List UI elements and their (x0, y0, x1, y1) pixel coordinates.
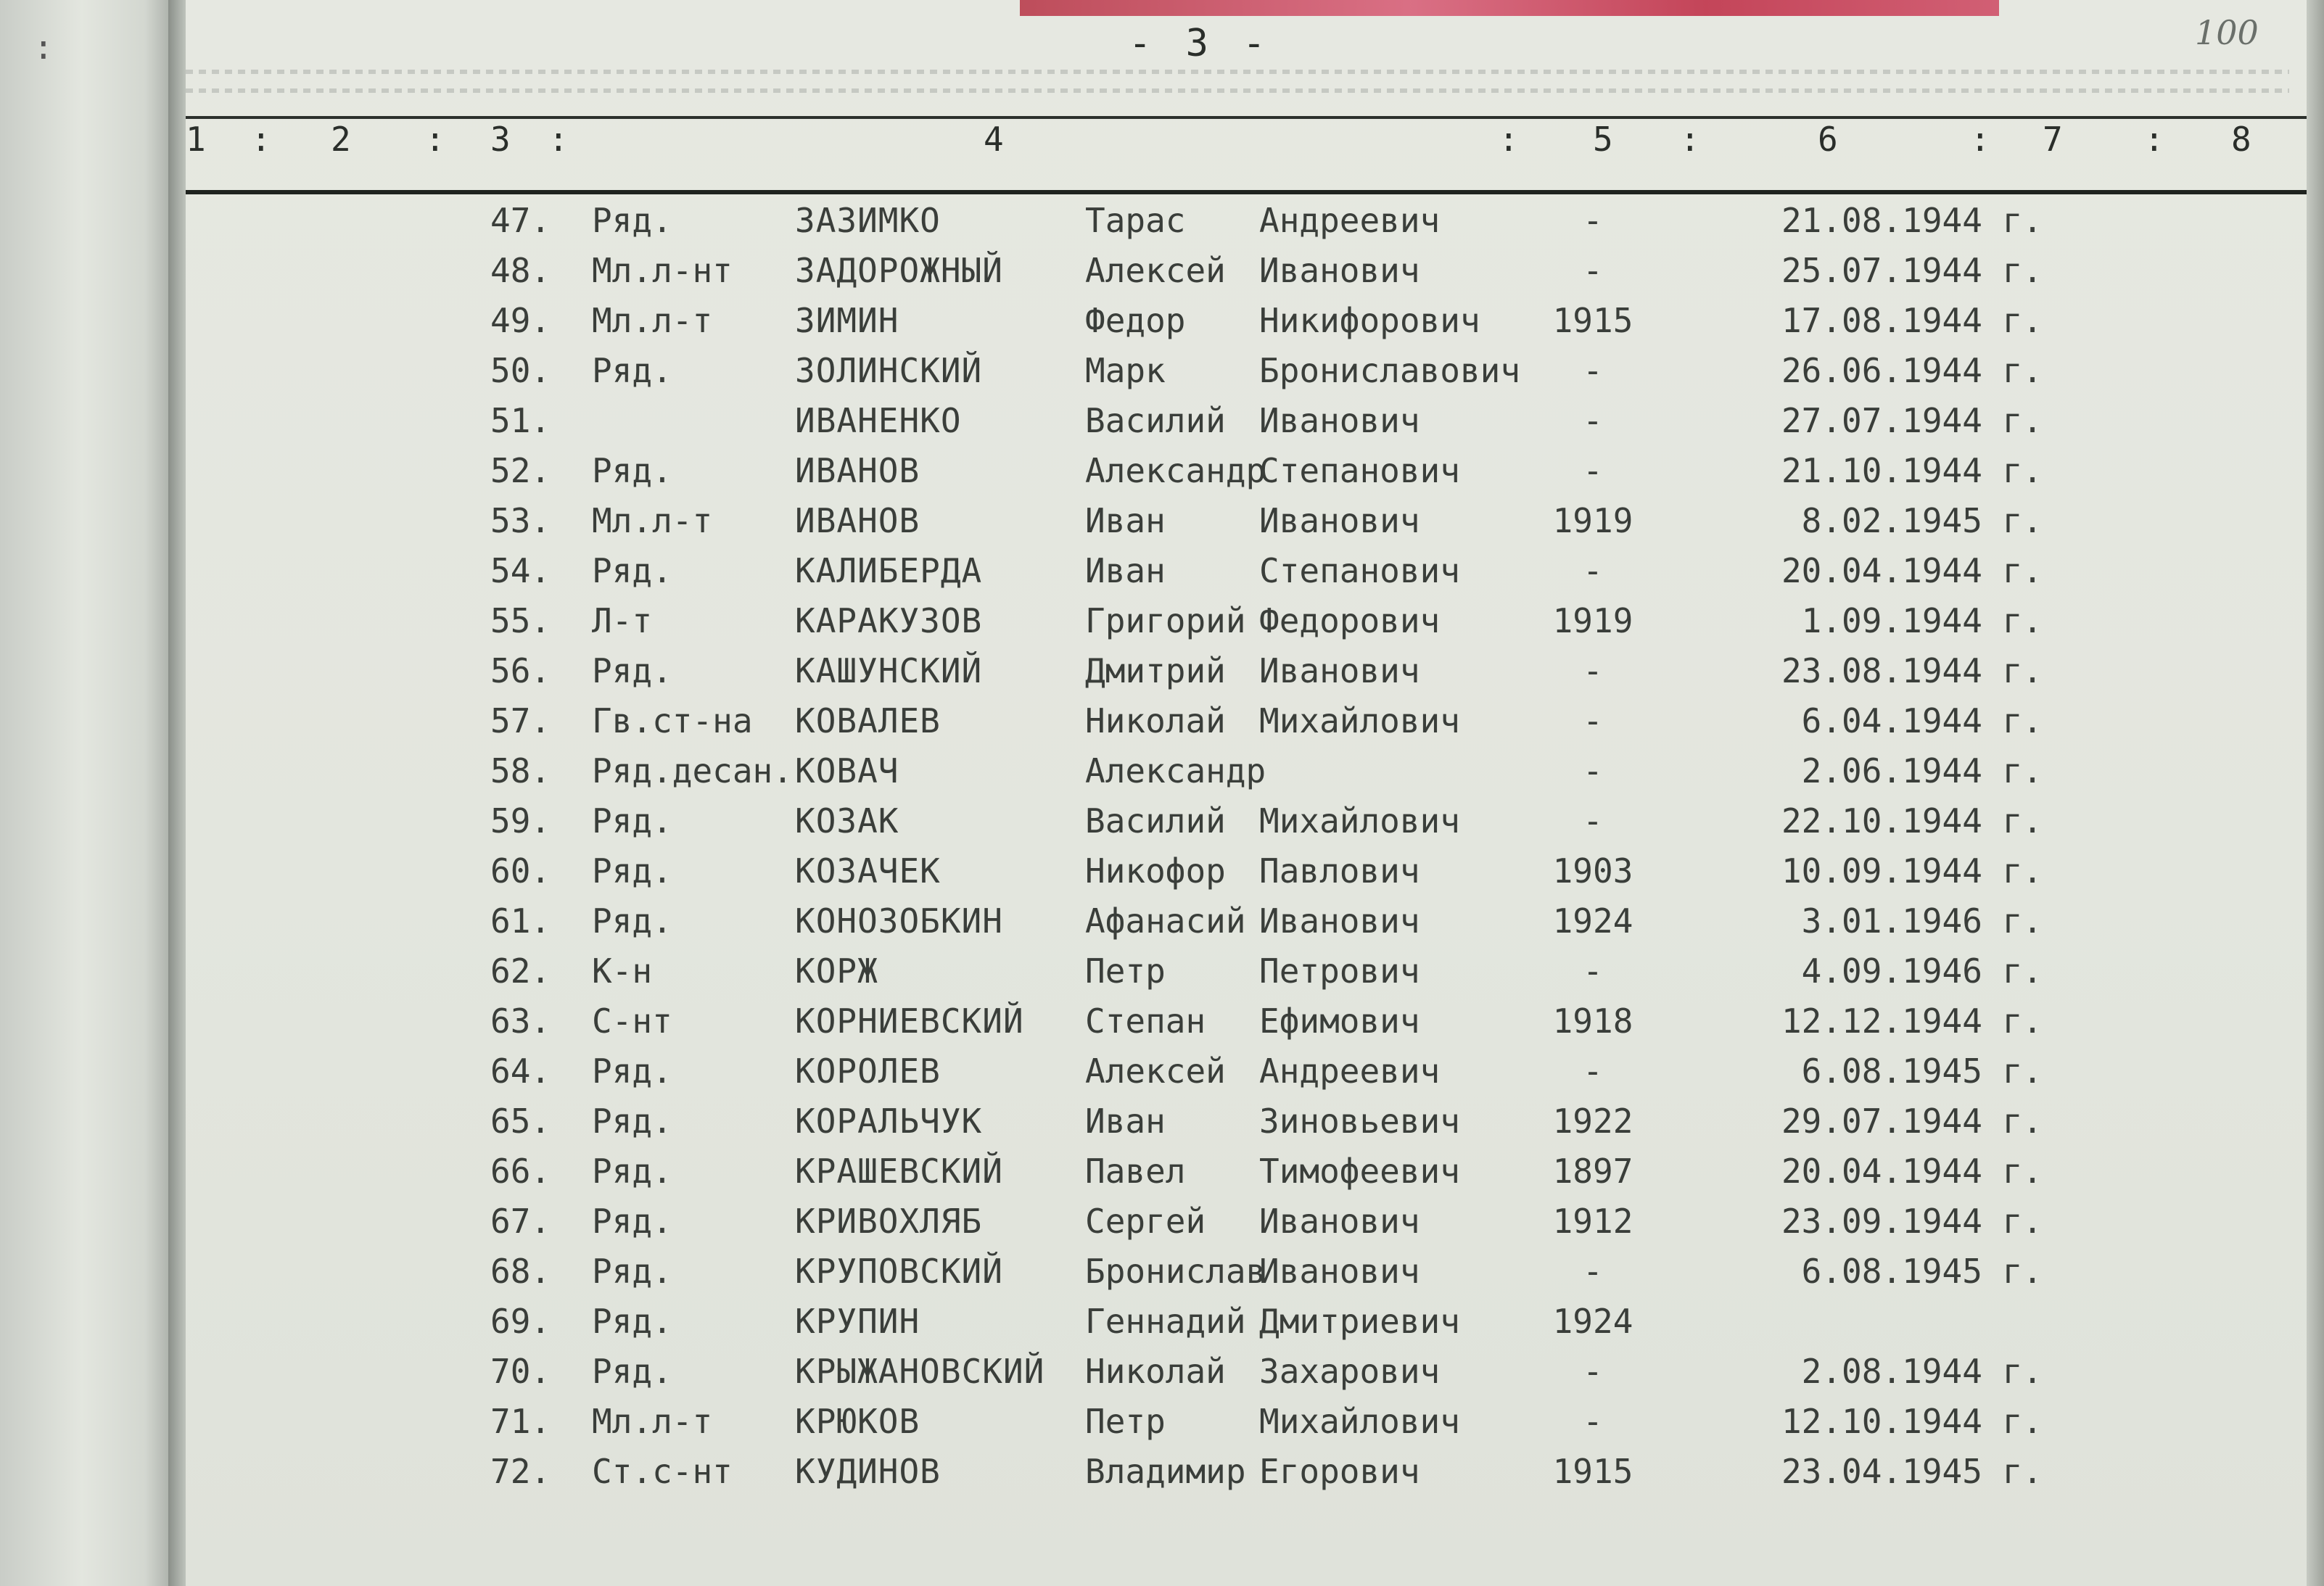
row-number: 69. (490, 1302, 551, 1341)
date: 6.08.1945 г. (1801, 1252, 2043, 1291)
first-name: Александр (1085, 451, 1266, 490)
birth-year: 1922 (1552, 1102, 1633, 1141)
rank: С-нт (592, 1001, 672, 1041)
date: 20.04.1944 г. (1781, 1152, 2043, 1191)
row-number: 53. (490, 501, 551, 540)
patronymic: Иванович (1259, 251, 1420, 290)
first-name: Иван (1085, 501, 1166, 540)
patronymic: Иванович (1259, 501, 1420, 540)
patronymic: Петрович (1259, 951, 1420, 991)
row-number: 55. (490, 601, 551, 640)
patronymic: Иванович (1259, 401, 1420, 440)
birth-year: - (1583, 401, 1603, 440)
date: 6.08.1945 г. (1801, 1052, 2043, 1091)
first-name: Василий (1085, 401, 1226, 440)
surname: КАШУНСКИЙ (795, 651, 983, 690)
rank: Ряд. (592, 1102, 672, 1141)
margin-mark: : (33, 28, 54, 67)
table-row (186, 846, 2318, 896)
date: 8.02.1945 г. (1801, 501, 2043, 540)
row-number: 68. (490, 1252, 551, 1291)
column-header: 8 (2231, 120, 2251, 159)
row-number: 47. (490, 201, 551, 240)
patronymic: Андреевич (1259, 1052, 1441, 1091)
table-row (186, 1147, 2318, 1197)
date: 21.10.1944 г. (1781, 451, 2043, 490)
birth-year: 1924 (1552, 901, 1633, 941)
patronymic: Никифорович (1259, 301, 1480, 340)
birth-year: 1897 (1552, 1152, 1633, 1191)
surname: ЗАЗИМКО (795, 201, 941, 240)
row-number: 67. (490, 1202, 551, 1241)
row-number: 62. (490, 951, 551, 991)
date: 26.06.1944 г. (1781, 351, 2043, 390)
date: 23.08.1944 г. (1781, 651, 2043, 690)
rank: Ряд. (592, 901, 672, 941)
surname: КУДИНОВ (795, 1452, 941, 1491)
birth-year: - (1583, 551, 1603, 590)
page-number: - 3 - (1129, 22, 1272, 65)
header-rule-top (186, 116, 2318, 119)
row-number: 64. (490, 1052, 551, 1091)
date: 2.06.1944 г. (1801, 751, 2043, 790)
date: 17.08.1944 г. (1781, 301, 2043, 340)
first-name: Петр (1085, 951, 1166, 991)
folio-number: 100 (2195, 13, 2259, 52)
surname: КОРЖ (795, 951, 878, 991)
row-number: 57. (490, 701, 551, 740)
bleed-through-line (186, 88, 2289, 93)
surname: КОРАЛЬЧУК (795, 1102, 983, 1141)
table-row (186, 346, 2318, 396)
birth-year: - (1583, 1352, 1603, 1391)
table-row (186, 1447, 2318, 1497)
surname: КАРАКУЗОВ (795, 601, 983, 640)
date: 3.01.1946 г. (1801, 901, 2043, 941)
birth-year: - (1583, 1402, 1603, 1441)
surname: КРЫЖАНОВСКИЙ (795, 1352, 1045, 1391)
facing-page (0, 0, 181, 1586)
surname: КОЗАК (795, 801, 899, 841)
table-row (186, 946, 2318, 996)
column-separator: : (1680, 120, 1700, 159)
birth-year: 1924 (1552, 1302, 1633, 1341)
row-number: 50. (490, 351, 551, 390)
birth-year: - (1583, 1052, 1603, 1091)
rank: Л-т (592, 601, 653, 640)
patronymic: Тимофеевич (1259, 1152, 1460, 1191)
first-name: Василий (1085, 801, 1226, 841)
date: 21.08.1944 г. (1781, 201, 2043, 240)
date: 23.04.1945 г. (1781, 1452, 2043, 1491)
rank: Ст.с-нт (592, 1452, 733, 1491)
table-row (186, 546, 2318, 596)
birth-year: - (1583, 251, 1603, 290)
rank: Ряд. (592, 1252, 672, 1291)
rank: Мл.л-т (592, 1402, 713, 1441)
rank: Мл.л-т (592, 501, 713, 540)
table-row (186, 446, 2318, 496)
date: 12.10.1944 г. (1781, 1402, 2043, 1441)
first-name: Алексей (1085, 251, 1226, 290)
date: 2.08.1944 г. (1801, 1352, 2043, 1391)
row-number: 71. (490, 1402, 551, 1441)
patronymic: Иванович (1259, 1252, 1420, 1291)
surname: КОРОЛЕВ (795, 1052, 941, 1091)
date: 10.09.1944 г. (1781, 851, 2043, 891)
patronymic: Иванович (1259, 651, 1420, 690)
table-row (186, 596, 2318, 646)
surname: КОЗАЧЕК (795, 851, 941, 891)
column-header: 1 (186, 120, 206, 159)
surname: КРИВОХЛЯБ (795, 1202, 983, 1241)
table-row (186, 396, 2318, 446)
rank: Ряд. (592, 1202, 672, 1241)
column-separator: : (425, 120, 445, 159)
patronymic: Иванович (1259, 1202, 1420, 1241)
table-row (186, 1046, 2318, 1096)
first-name: Алексей (1085, 1052, 1226, 1091)
table-row (186, 696, 2318, 746)
date: 27.07.1944 г. (1781, 401, 2043, 440)
rank: К-н (592, 951, 653, 991)
row-number: 72. (490, 1452, 551, 1491)
table-row (186, 1096, 2318, 1147)
rank: Ряд. (592, 1152, 672, 1191)
column-separator: : (2144, 120, 2164, 159)
patronymic: Степанович (1259, 551, 1460, 590)
column-header: 4 (984, 120, 1004, 159)
patronymic: Андреевич (1259, 201, 1441, 240)
surname: ЗАДОРОЖНЫЙ (795, 251, 1003, 290)
patronymic: Михайлович (1259, 1402, 1460, 1441)
column-separator: : (251, 120, 271, 159)
date: 22.10.1944 г. (1781, 801, 2043, 841)
table-row (186, 1297, 2318, 1347)
birth-year: - (1583, 651, 1603, 690)
column-header: 5 (1593, 120, 1613, 159)
date: 20.04.1944 г. (1781, 551, 2043, 590)
date: 12.12.1944 г. (1781, 1001, 2043, 1041)
surname: КРУПИН (795, 1302, 920, 1341)
bleed-through-line (186, 70, 2289, 74)
date: 29.07.1944 г. (1781, 1102, 2043, 1141)
row-number: 61. (490, 901, 551, 941)
row-number: 52. (490, 451, 551, 490)
column-header: 6 (1818, 120, 1838, 159)
first-name: Дмитрий (1085, 651, 1226, 690)
patronymic: Брониславович (1259, 351, 1521, 390)
rank: Ряд. (592, 851, 672, 891)
first-name: Тарас (1085, 201, 1186, 240)
birth-year: 1903 (1552, 851, 1633, 891)
column-header: 7 (2043, 120, 2063, 159)
row-number: 65. (490, 1102, 551, 1141)
first-name: Федор (1085, 301, 1186, 340)
birth-year: 1918 (1552, 1001, 1633, 1041)
table-row (186, 296, 2318, 346)
birth-year: - (1583, 451, 1603, 490)
surname: КОНОЗОБКИН (795, 901, 1003, 941)
first-name: Степан (1085, 1001, 1206, 1041)
birth-year: - (1583, 801, 1603, 841)
first-name: Александр (1085, 751, 1266, 790)
patronymic: Иванович (1259, 901, 1420, 941)
row-number: 58. (490, 751, 551, 790)
rank: Ряд. (592, 1052, 672, 1091)
table-row (186, 496, 2318, 546)
table-row (186, 1347, 2318, 1397)
row-number: 48. (490, 251, 551, 290)
date: 23.09.1944 г. (1781, 1202, 2043, 1241)
patronymic: Ефимович (1259, 1001, 1420, 1041)
surname: КРАШЕВСКИЙ (795, 1152, 1003, 1191)
surname: КРЮКОВ (795, 1402, 920, 1441)
rank: Ряд. (592, 451, 672, 490)
row-number: 56. (490, 651, 551, 690)
rank: Ряд. (592, 201, 672, 240)
birth-year: - (1583, 951, 1603, 991)
table-row (186, 796, 2318, 846)
birth-year: - (1583, 201, 1603, 240)
rank: Ряд.десан. (592, 751, 793, 790)
table-row (186, 746, 2318, 796)
first-name: Петр (1085, 1402, 1166, 1441)
first-name: Николай (1085, 1352, 1226, 1391)
patronymic: Павлович (1259, 851, 1420, 891)
first-name: Николай (1085, 701, 1226, 740)
surname: КАЛИБЕРДА (795, 551, 983, 590)
row-number: 66. (490, 1152, 551, 1191)
patronymic: Захарович (1259, 1352, 1441, 1391)
rank: Мл.л-нт (592, 251, 733, 290)
column-separator: : (1970, 120, 1990, 159)
table-row (186, 646, 2318, 696)
first-name: Афанасий (1085, 901, 1246, 941)
table-row (186, 896, 2318, 946)
page-edge (2307, 0, 2324, 1586)
surname: КОРНИЕВСКИЙ (795, 1001, 1024, 1041)
date: 25.07.1944 г. (1781, 251, 2043, 290)
rank: Ряд. (592, 1302, 672, 1341)
surname: ЗИМИН (795, 301, 899, 340)
first-name: Бронислав (1085, 1252, 1266, 1291)
column-header: 2 (331, 120, 351, 159)
birth-year: 1919 (1552, 501, 1633, 540)
row-number: 49. (490, 301, 551, 340)
birth-year: 1919 (1552, 601, 1633, 640)
birth-year: - (1583, 351, 1603, 390)
column-header: 3 (490, 120, 511, 159)
patronymic: Михайлович (1259, 801, 1460, 841)
table-row (186, 1247, 2318, 1297)
table-row (186, 246, 2318, 296)
surname: ЗОЛИНСКИЙ (795, 351, 983, 390)
table-row (186, 996, 2318, 1046)
first-name: Владимир (1085, 1452, 1246, 1491)
column-separator: : (1499, 120, 1519, 159)
first-name: Геннадий (1085, 1302, 1246, 1341)
patronymic: Степанович (1259, 451, 1460, 490)
birth-year: - (1583, 751, 1603, 790)
patronymic: Федорович (1259, 601, 1441, 640)
patronymic: Дмитриевич (1259, 1302, 1460, 1341)
rank: Мл.л-т (592, 301, 713, 340)
header-rule-bottom (186, 190, 2318, 194)
row-number: 59. (490, 801, 551, 841)
surname: ИВАНОВ (795, 451, 920, 490)
document-sheet (186, 0, 2318, 1586)
first-name: Григорий (1085, 601, 1246, 640)
patronymic: Михайлович (1259, 701, 1460, 740)
row-number: 70. (490, 1352, 551, 1391)
surname: ИВАНОВ (795, 501, 920, 540)
birth-year: 1912 (1552, 1202, 1633, 1241)
row-number: 63. (490, 1001, 551, 1041)
red-stamp-edge (1020, 0, 1999, 16)
birth-year: - (1583, 1252, 1603, 1291)
column-header-row (186, 120, 2318, 163)
first-name: Павел (1085, 1152, 1186, 1191)
surname: ИВАНЕНКО (795, 401, 962, 440)
rank: Гв.ст-на (592, 701, 753, 740)
surname: КОВАЛЕВ (795, 701, 941, 740)
rank: Ряд. (592, 651, 672, 690)
date: 1.09.1944 г. (1801, 601, 2043, 640)
patronymic: Егорович (1259, 1452, 1420, 1491)
rank: Ряд. (592, 351, 672, 390)
patronymic: Зиновьевич (1259, 1102, 1460, 1141)
date: 4.09.1946 г. (1801, 951, 2043, 991)
surname: КОВАЧ (795, 751, 899, 790)
first-name: Никофор (1085, 851, 1226, 891)
first-name: Иван (1085, 1102, 1166, 1141)
table-row (186, 196, 2318, 246)
table-row (186, 1197, 2318, 1247)
birth-year: 1915 (1552, 1452, 1633, 1491)
surname: КРУПОВСКИЙ (795, 1252, 1003, 1291)
date: 6.04.1944 г. (1801, 701, 2043, 740)
first-name: Марк (1085, 351, 1166, 390)
column-separator: : (548, 120, 569, 159)
row-number: 60. (490, 851, 551, 891)
first-name: Иван (1085, 551, 1166, 590)
first-name: Сергей (1085, 1202, 1206, 1241)
row-number: 54. (490, 551, 551, 590)
table-row (186, 1397, 2318, 1447)
birth-year: 1915 (1552, 301, 1633, 340)
rank: Ряд. (592, 801, 672, 841)
row-number: 51. (490, 401, 551, 440)
rank: Ряд. (592, 1352, 672, 1391)
birth-year: - (1583, 701, 1603, 740)
rank: Ряд. (592, 551, 672, 590)
